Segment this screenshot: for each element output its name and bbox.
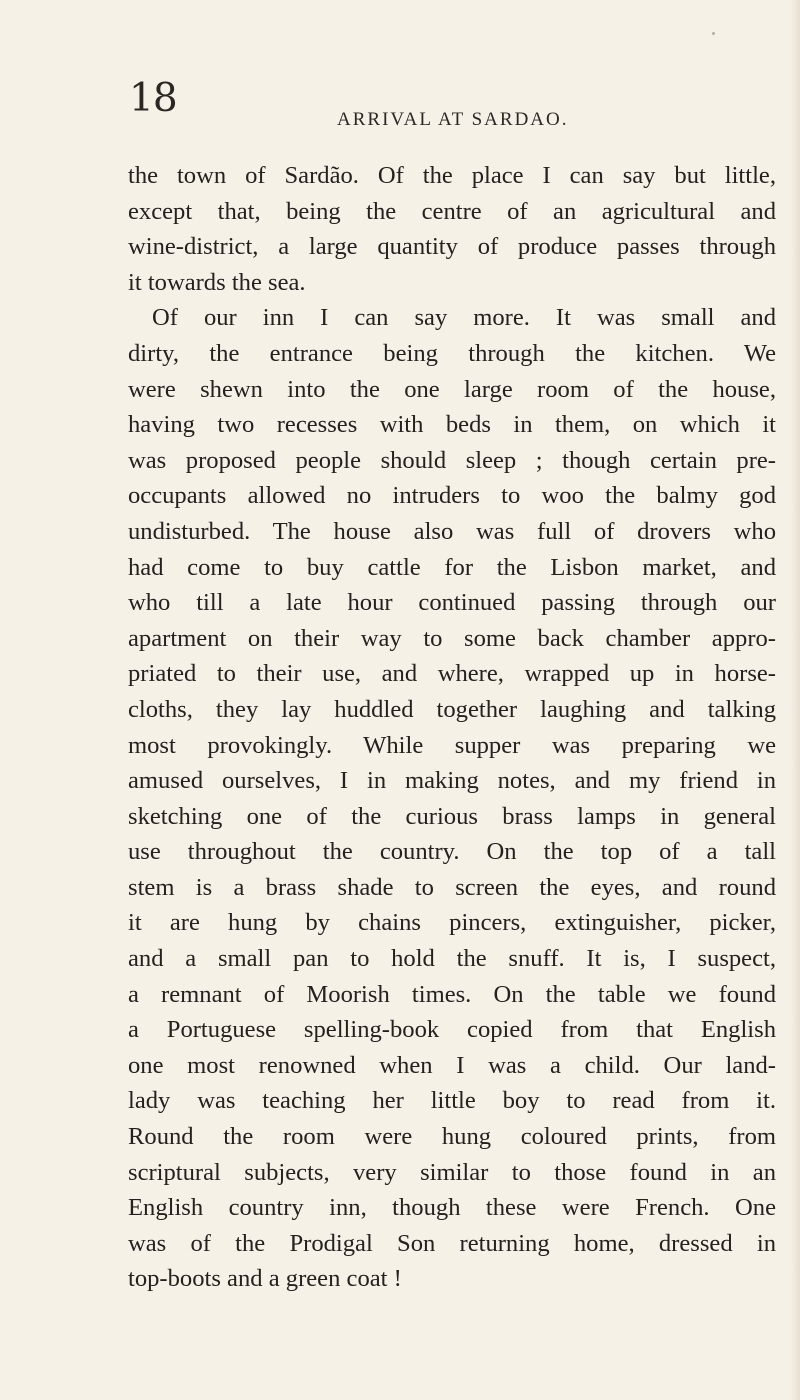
text-line: use throughout the country. On the top of a tall — [128, 838, 776, 866]
running-head: ARRIVAL AT SARDAO. — [337, 109, 569, 130]
text-line: priated to their use, and where, wrapped up in horse- — [128, 660, 776, 688]
text-line: dirty, the entrance being through the kitchen. We — [128, 339, 776, 367]
text-line: except that, being the centre of an agricultural and — [128, 197, 776, 225]
text-line: apartment on their way to some back chamber appro- — [128, 624, 776, 652]
text-line: and a small pan to hold the snuff. It is, I suspect, — [128, 945, 776, 973]
text-line: who till a late hour continued passing through our — [128, 589, 776, 617]
text-line: it towards the sea. — [128, 268, 306, 296]
page-number: 18 — [129, 76, 177, 121]
text-line: it are hung by chains pincers, extinguisher, picker, — [128, 909, 776, 937]
text-line: most provokingly. While supper was preparing we — [128, 731, 776, 759]
text-line: was of the Prodigal Son returning home, dressed in — [128, 1229, 776, 1257]
body-text — [128, 158, 776, 1297]
text-line: sketching one of the curious brass lamps in general — [128, 802, 776, 830]
text-line: Round the room were hung coloured prints, from — [128, 1123, 776, 1151]
text-line: had come to buy cattle for the Lisbon market, and — [128, 553, 776, 581]
text-line: wine-district, a large quantity of produce passes through — [128, 233, 776, 261]
text-line: Of our inn I can say more. It was small and — [152, 304, 776, 332]
text-line: the town of Sardão. Of the place I can say but little, — [128, 162, 776, 189]
text-line: one most renowned when I was a child. Our land- — [128, 1051, 776, 1079]
text-line: cloths, they lay huddled together laughing and talking — [128, 695, 776, 723]
text-line: English country inn, though these were French. One — [128, 1194, 776, 1222]
text-line: a remnant of Moorish times. On the table we found — [128, 980, 776, 1008]
text-line: having two recesses with beds in them, on which it — [128, 411, 776, 439]
text-line: scriptural subjects, very similar to those found in an — [128, 1158, 776, 1186]
text-line: top-boots and a green coat ! — [128, 1265, 402, 1293]
page-edge-shadow — [790, 0, 800, 1400]
text-line: amused ourselves, I in making notes, and my friend in — [128, 767, 776, 795]
paper-speck — [712, 32, 715, 35]
text-line: were shewn into the one large room of the house, — [128, 375, 776, 403]
text-line: was proposed people should sleep ; though certain pre- — [128, 446, 776, 474]
text-line: stem is a brass shade to screen the eyes, and round — [128, 873, 776, 901]
text-line: lady was teaching her little boy to read from it. — [128, 1087, 776, 1115]
text-line: occupants allowed no intruders to woo the balmy god — [128, 482, 776, 510]
text-line: a Portuguese spelling-book copied from that English — [128, 1016, 776, 1044]
text-line: undisturbed. The house also was full of drovers who — [128, 517, 776, 545]
